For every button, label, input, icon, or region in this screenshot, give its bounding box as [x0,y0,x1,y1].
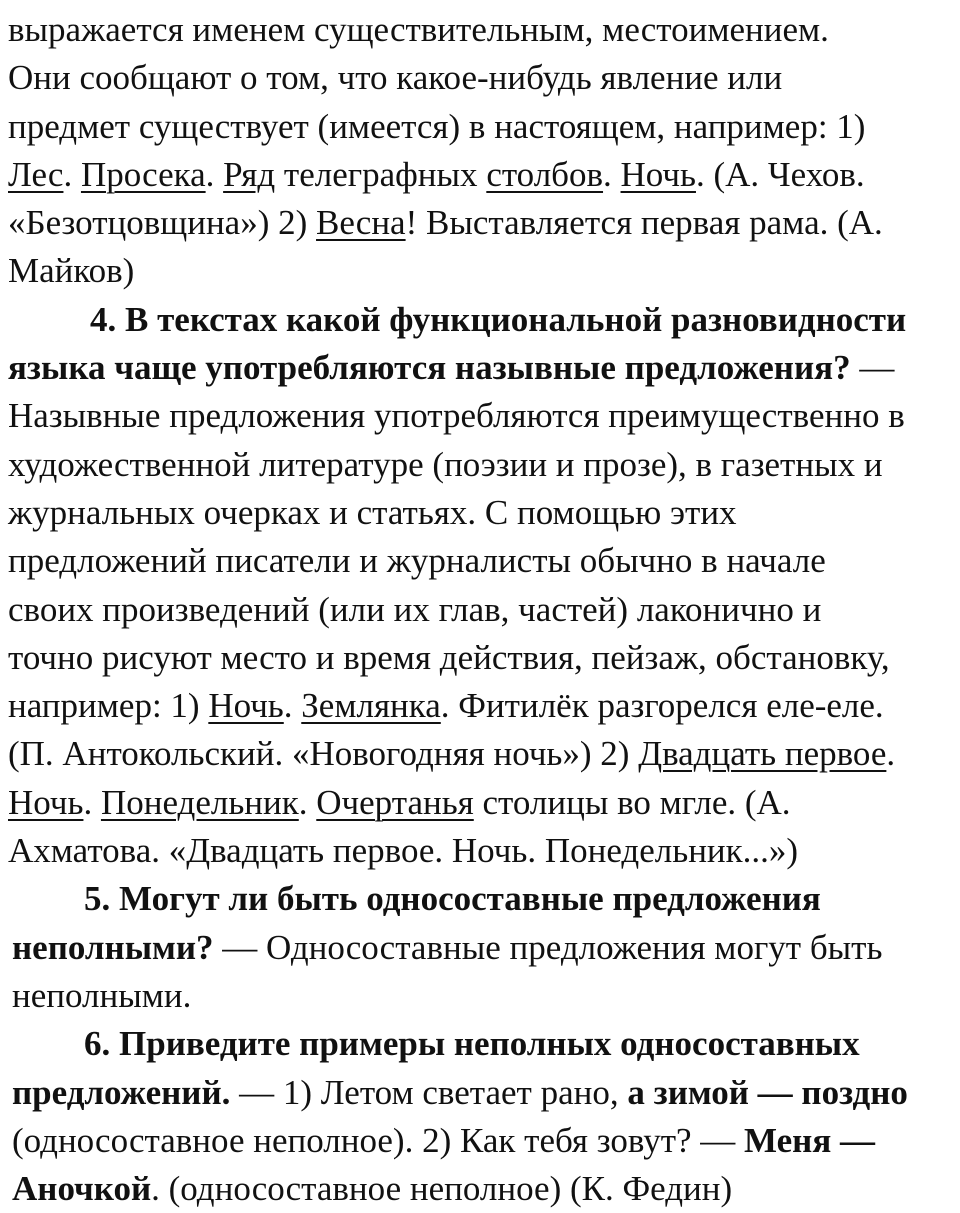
example-word: Ряд [223,154,276,194]
example-word: Лес [8,154,64,194]
text: телеграфных [275,154,487,194]
text: (односоставное неполное). 2) Как тебя зовут? — [12,1120,745,1160]
text: Они сообщают о том, что какое-нибудь явление или [8,58,783,98]
text-line [8,1165,952,1213]
question-text: 4. В текстах какой функциональной разновидности [90,299,907,339]
text-line [8,247,952,295]
text-line [8,537,952,585]
text-line [8,54,952,102]
example-word: Ночь [208,686,284,726]
example-word: столбов [486,154,604,194]
text: предмет существует (имеется) в настоящем, например: 1) [8,106,866,146]
text: . [63,154,81,194]
text: . Фитилёк разгорелся еле-еле. [440,686,884,726]
question-5-heading [8,875,952,923]
bold-example: а зимой — поздно [627,1072,908,1112]
text: Назывные предложения употребляются преимущественно в [8,396,905,436]
example-word: Весна [316,203,406,243]
question-4-heading [8,296,952,344]
text: неполными. [12,975,192,1015]
text-line [8,634,952,682]
text-line [8,827,952,875]
text-line [8,586,952,634]
text-line [8,441,952,489]
text: журнальных очерках и статьях. С помощью этих [8,492,737,532]
text-line [8,392,952,440]
example-word: Ночь [620,154,696,194]
example-word: Землянка [301,686,441,726]
text: «Безотцовщина») 2) [8,203,317,243]
text-line [8,151,952,199]
text: . [298,782,317,822]
text: — 1) Летом светает рано, [230,1072,628,1112]
question-text: 5. Могут ли быть односоставные предложения [84,879,821,919]
text: столицы во мгле. (А. [473,782,791,822]
example-word: Понедельник [100,782,299,822]
example-word: Просека [80,154,206,194]
text-line [8,489,952,537]
text-line [8,972,952,1020]
question-text: языка чаще употребляются назывные предложения? [8,348,851,388]
text-line [8,779,952,827]
text-line [8,730,952,778]
example-word: Ночь [8,782,84,822]
example-word: Двадцать первое [638,734,887,774]
text-line [8,6,952,54]
text: например: 1) [8,686,209,726]
example-word: Очертанья [316,782,474,822]
text: Майков) [8,251,135,291]
text-line [8,682,952,730]
text: . (односоставное неполное) (К. Федин) [151,1169,733,1209]
text: . [603,154,621,194]
text: . [83,782,101,822]
text: своих произведений (или их глав, частей) лаконично и [8,589,822,629]
question-text: 6. Приведите примеры неполных односоставных [84,1024,860,1064]
text: (П. Антокольский. «Новогодняя ночь») 2) [8,734,639,774]
text: художественной литературе (поэзии и прозе), в газетных и [8,444,883,484]
text: — Односоставные предложения могут быть [213,927,883,967]
question-6-heading [8,1020,952,1068]
question-text: предложений. [12,1072,231,1112]
text-line [8,1117,952,1165]
text: . (А. Чехов. [695,154,865,194]
text: . [205,154,224,194]
text: . [886,734,896,774]
text-line [8,344,952,392]
text-line [8,103,952,151]
text-line [8,1069,952,1117]
bold-example: Меня — [744,1120,876,1160]
text: точно рисуют место и время действия, пейзаж, обстановку, [8,637,890,677]
text-line [8,924,952,972]
bold-example: Аночкой [12,1169,152,1209]
text: предложений писатели и журналисты обычно в начале [8,541,826,581]
text: Ахматова. «Двадцать первое. Ночь. Понедельник...») [8,831,799,871]
text: ! Выставляется первая рама. (А. [405,203,883,243]
text: . [283,686,302,726]
text: — [850,348,895,388]
text: выражается именем существительным, местоимением. [8,10,829,49]
text-line [8,199,952,247]
question-text: неполными? [12,927,214,967]
